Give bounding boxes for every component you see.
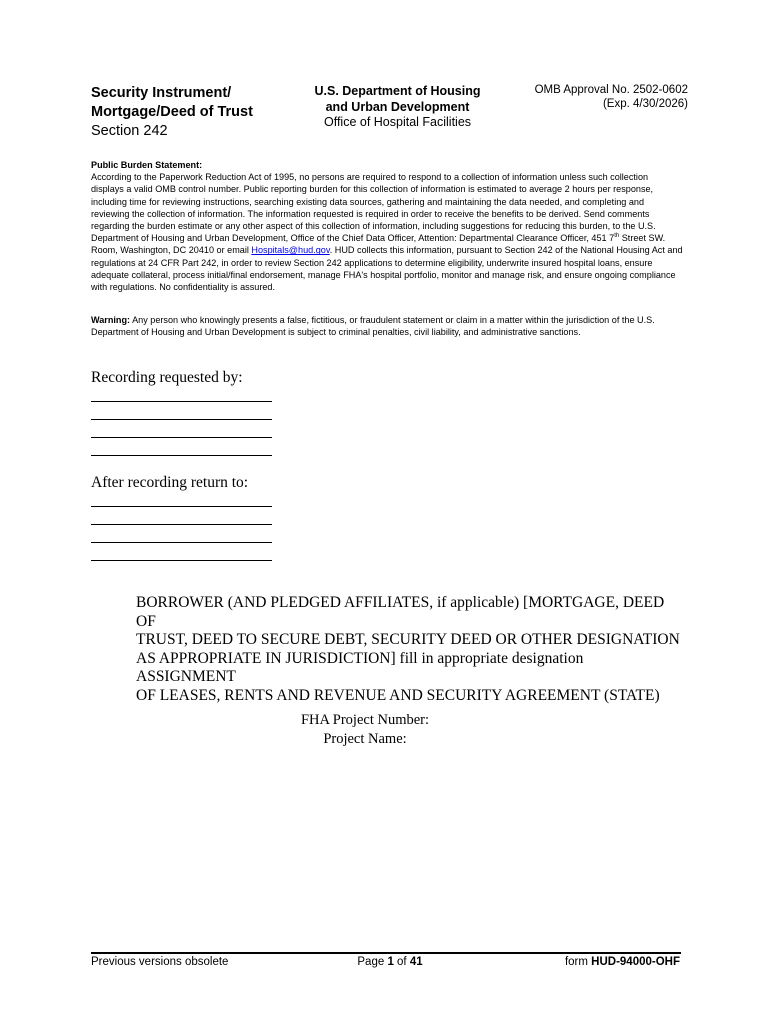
- warning-statement: [91, 314, 683, 338]
- burden-text: [91, 171, 683, 293]
- page-number: [330, 955, 450, 969]
- project-name-label: Project Name:: [323, 730, 407, 747]
- instrument-title: [136, 594, 686, 705]
- title-line-1: Security Instrument/: [91, 85, 232, 101]
- page-current: 1: [387, 956, 394, 968]
- footer-previous-versions: Previous versions obsolete: [91, 956, 229, 968]
- burden-text-part1: According to the Paperwork Reduction Act of 1995, no persons are required to respond to a collection of information unless such collection displays a valid OMB control number. Public reporting burden for this collection of information is estimated to average 2 hours per response, including time for reviewing instructions, searching existing data sources, gathering and maintaining the data needed, and completing and reviewing the collection of information. The information requested is required in order to receive the benefits to be derived. Send comments regarding the burden estimate or any other aspect of this collection of information, including suggestions for reducing this burden, to the U.S. Department of Housing and Urban Development, Office of the Chief Data Officer, Attention: Departmental Clearance Officer, 451 7: [91, 172, 656, 244]
- return-to-label: After recording return to:: [91, 474, 249, 491]
- instrument-title-line-4: OF LEASES, RENTS AND REVENUE AND SECURITY AGREEMENT (STATE): [136, 686, 660, 704]
- instrument-title-line-1: BORROWER (AND PLEDGED AFFILIATES, if applicable) [MORTGAGE, DEED OF: [136, 594, 665, 630]
- recording-requested-label: Recording requested by:: [91, 369, 243, 386]
- form-number: [520, 955, 680, 969]
- form-prefix: form: [564, 956, 592, 968]
- instrument-title-line-2: TRUST, DEED TO SECURE DEBT, SECURITY DEED OR OTHER DESIGNATION: [136, 631, 680, 648]
- email-link[interactable]: Hospitals@hud.gov: [251, 245, 330, 256]
- title-line-3: Section 242: [91, 123, 168, 139]
- requested-by-line-2[interactable]: [91, 419, 272, 420]
- return-to-line-3[interactable]: [91, 542, 272, 543]
- page-of: of: [393, 956, 410, 968]
- omb-number: OMB Approval No. 2502-0602: [534, 84, 688, 96]
- burden-heading: Public Burden Statement:: [91, 160, 203, 170]
- burden-superscript: th: [614, 233, 620, 240]
- warning-label: Warning:: [91, 315, 131, 325]
- fha-project-number-label: FHA Project Number:: [300, 712, 430, 728]
- agency-line-2: and Urban Development: [325, 99, 470, 114]
- page-total: 41: [409, 956, 423, 968]
- omb-expiration: (Exp. 4/30/2026): [602, 98, 688, 110]
- omb-approval: [510, 83, 688, 111]
- instrument-title-line-3: AS APPROPRIATE IN JURISDICTION] fill in appropriate designation ASSIGNMENT: [136, 649, 584, 685]
- agency-line-1: U.S. Department of Housing: [314, 84, 481, 98]
- return-to-line-4[interactable]: [91, 560, 272, 561]
- project-info: [250, 711, 480, 748]
- requested-by-line-3[interactable]: [91, 437, 272, 438]
- burden-text-part3: . HUD collects this information, pursuant to Section 242 of the National Housing Act and regulations at 24 CFR Part 242, in order to review Section 242 applications to determine eligibility, underwrite insured hospital loans, ensure adequate collateral, process initial/final endorsement, manage FHA's hospital portfolio, monitor and manage risk, and ensure ongoing compliance with regulations. No confidentiality is assured.: [91, 245, 683, 293]
- return-to-line-2[interactable]: [91, 524, 272, 525]
- public-burden-statement: [91, 159, 683, 293]
- requested-by-line-4[interactable]: [91, 455, 272, 456]
- title-line-2: Mortgage/Deed of Trust: [91, 104, 253, 120]
- document-title: [91, 84, 281, 141]
- footer-rule: [91, 952, 681, 954]
- agency-line-3: Office of Hospital Facilities: [323, 115, 472, 129]
- page-prefix: Page: [357, 956, 388, 968]
- warning-text: Any person who knowingly presents a false, fictitious, or fraudulent statement or claim in a matter within the jurisdiction of the U.S. Department of Housing and Urban Development is subject to criminal penalties, civil liability, and administrative sanctions.: [91, 315, 655, 338]
- form-number-value: HUD-94000-OHF: [591, 956, 680, 968]
- return-to-line-1[interactable]: [91, 506, 272, 507]
- burden-text-part2: Street SW. Room, Washington, DC 20410 or email: [91, 233, 666, 256]
- agency-block: [300, 84, 495, 131]
- requested-by-line-1[interactable]: [91, 401, 272, 402]
